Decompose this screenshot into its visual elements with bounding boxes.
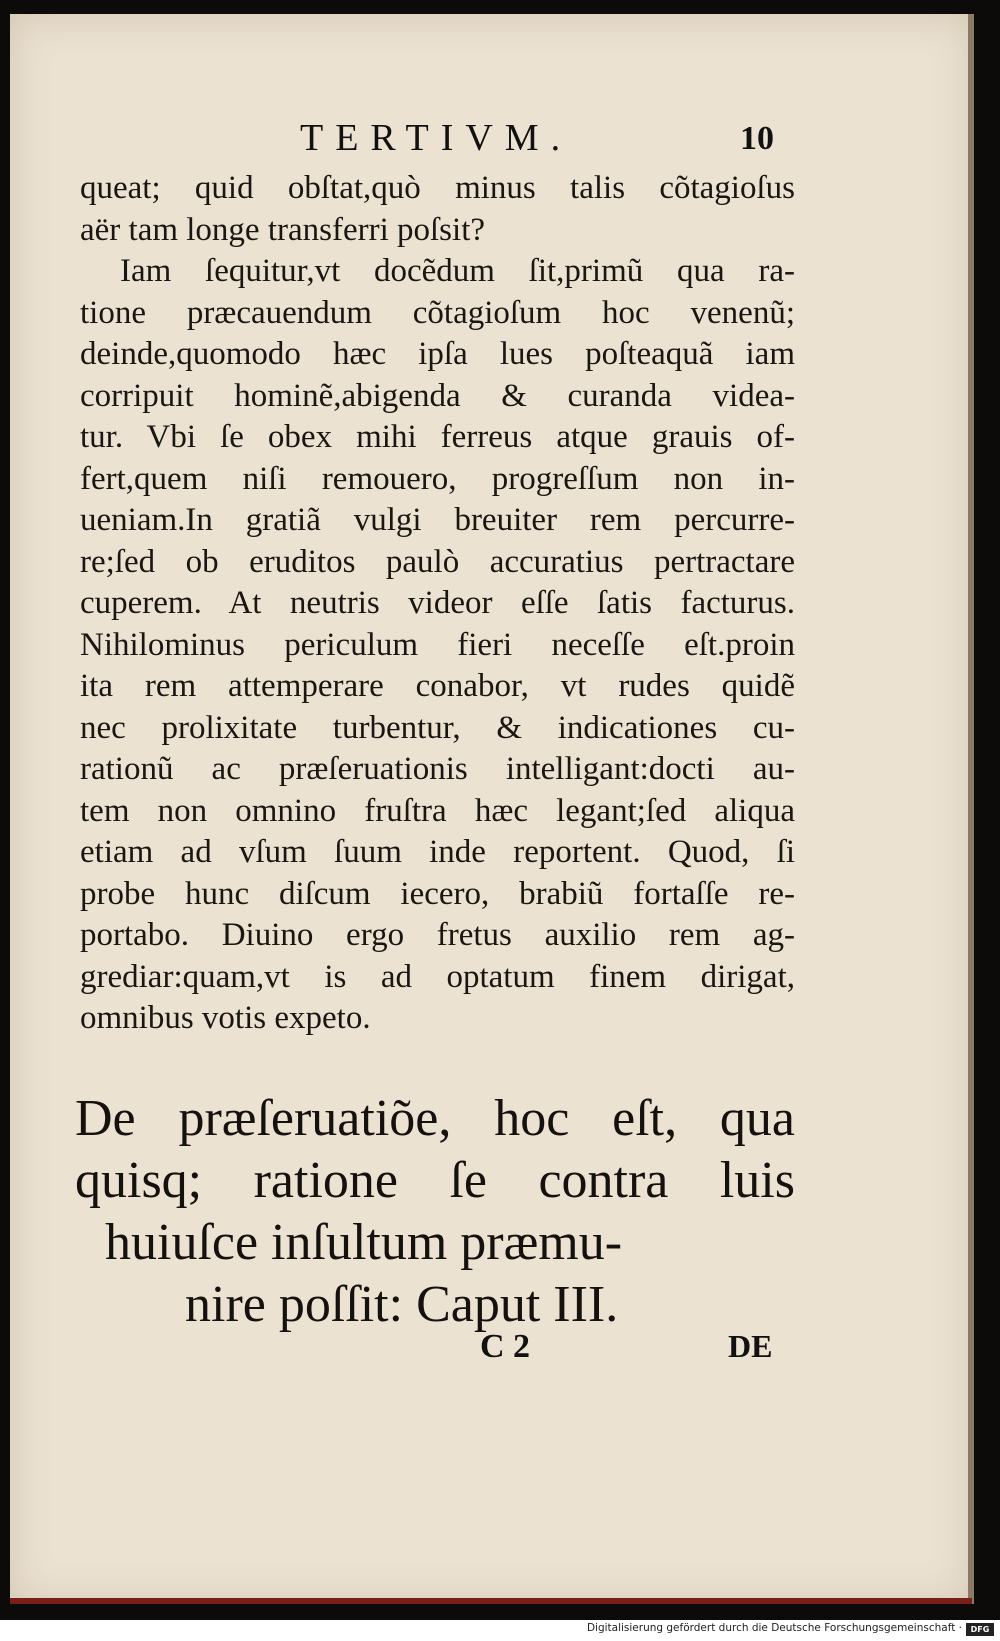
footer-credit: Digitalisierung gefördert durch die Deutsche Forschungsgemeinschaft · — [586, 1622, 962, 1634]
body-text — [80, 168, 795, 1040]
text-line: fert,quem niſi remouero, progreſſum non in- — [80, 460, 795, 497]
text-line: tem non omnino fruſtra hæc legant;ſed aliqua — [80, 792, 795, 829]
text-line: nec prolixitate turbentur, & indicationes cu- — [80, 709, 795, 746]
text-line: ueniam.In gratiã vulgi breuiter rem percurre- — [80, 502, 795, 538]
text-line: grediar:quam,vt is ad optatum finem dirigat, — [80, 958, 795, 995]
text-line: deinde,quomodo hæc ipſa lues poſteaquã iam — [80, 336, 795, 372]
page-edge-red — [10, 1598, 972, 1604]
text-line: aër tam longe transferri poſsit? — [80, 211, 486, 248]
text-line: corripuit hominẽ,abigenda & curanda videa- — [80, 377, 795, 414]
chapter-heading — [75, 1088, 795, 1336]
text-line: tur. Vbi ſe obex mihi ferreus atque grauis of- — [80, 419, 795, 455]
signature-mark: C 2 — [480, 1328, 531, 1365]
dfg-logo: DFG — [966, 1623, 994, 1636]
text-line: probe hunc diſcum iecero, brabiũ fortaſſe re- — [80, 875, 795, 912]
text-line: Nihilominus periculum fieri neceſſe eſt.proin — [80, 626, 795, 663]
heading-line: De præſeruatiõe, hoc eſt, qua — [75, 1090, 795, 1147]
page-number: 10 — [740, 120, 774, 157]
heading-line: huiuſce inſultum præmu- — [105, 1214, 623, 1271]
text-line: re;ſed ob eruditos paulò accuratius pertractare — [80, 543, 795, 580]
text-line: etiam ad vſum ſuum inde reportent. Quod, ſi — [80, 834, 795, 870]
heading-line: nire poſſit: Caput III. — [185, 1276, 619, 1333]
text-line: rationũ ac præſeruationis intelligant:docti au- — [80, 751, 795, 787]
text-line: ita rem attemperare conabor, vt rudes quidẽ — [80, 668, 795, 704]
heading-line: quisq; ratione ſe contra luis — [75, 1152, 795, 1209]
text-line: queat; quid obſtat,quò minus talis cõtagioſus — [80, 170, 795, 206]
text-line: tione præcauendum cõtagioſum hoc venenũ; — [80, 294, 795, 331]
text-line: cuperem. At neutris videor eſſe ſatis facturus. — [80, 585, 795, 621]
text-line: omnibus votis expeto. — [80, 1000, 371, 1036]
page-edge — [968, 14, 974, 1604]
catchword: DE — [728, 1328, 773, 1364]
running-head: TERTIVM. — [300, 117, 573, 159]
text-line: portabo. Diuino ergo fretus auxilio rem ag- — [80, 917, 795, 953]
text-line: Iam ſequitur,vt docẽdum ſit,primũ qua ra- — [120, 253, 795, 289]
